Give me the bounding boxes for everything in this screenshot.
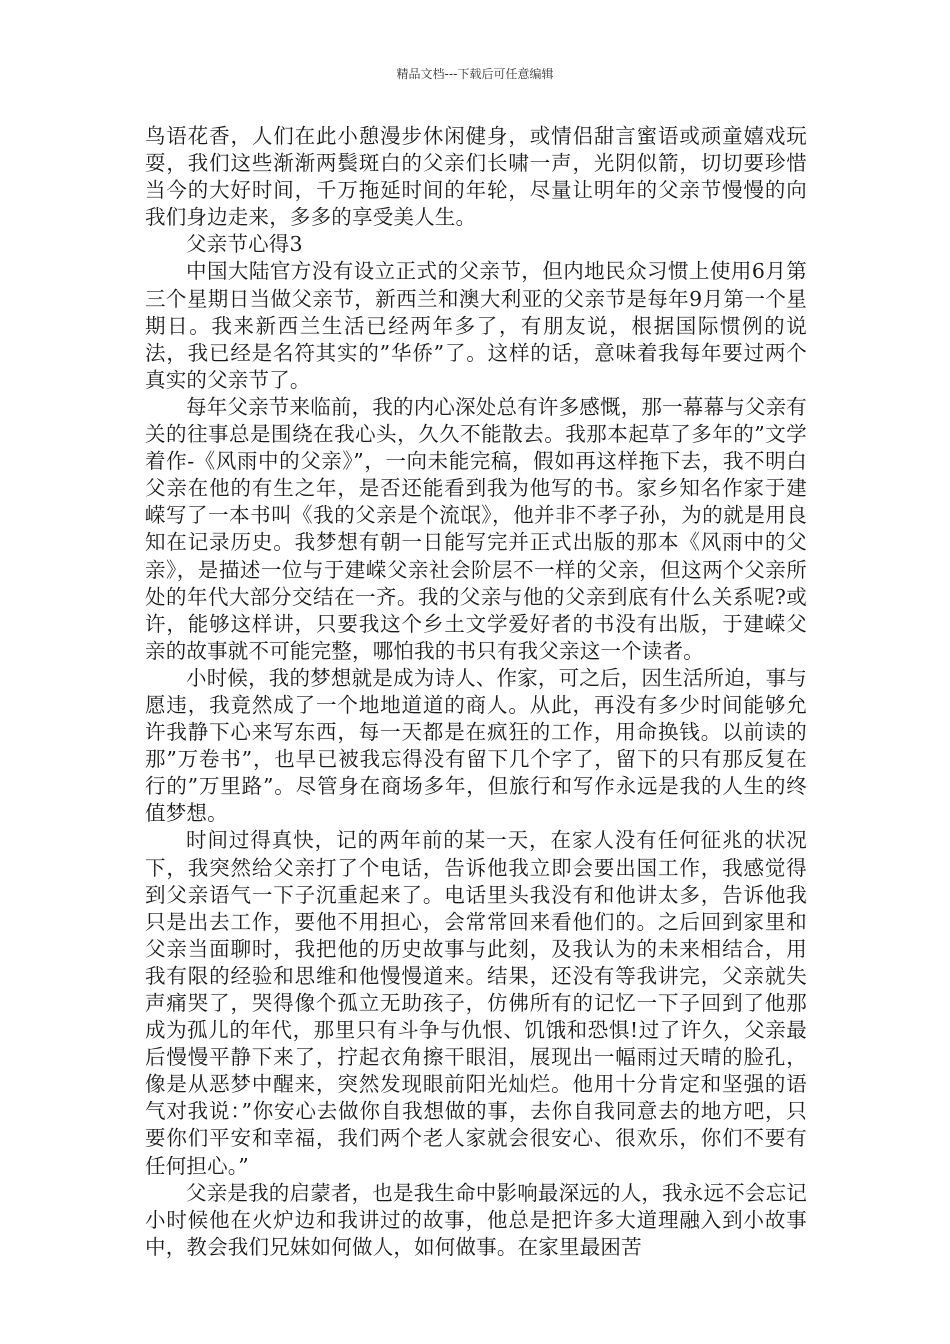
paragraph-continuation: 鸟语花香，人们在此小憩漫步休闲健身，或情侣甜言蜜语或顽童嬉戏玩耍，我们这些渐渐两鬓斑白的父亲们长啸一声，光阴似箭，切切要珍惜当今的大好时间，千万拖延时间的年轮，尽量让明年的父亲节慢慢的向我们身边走来，多多的享受美人生。 bbox=[145, 124, 807, 230]
document-body bbox=[145, 123, 807, 1261]
paragraph: 每年父亲节来临前，我的内心深处总有许多感慨，那一幕幕与父亲有关的往事总是围绕在我心头，久久不能散去。我那本起草了多年的”文学着作-《风雨中的父亲》”，一向未能完稿，假如再这样拖下去，我不明白父亲在他的有生之年，是否还能看到我为他写的书。家乡知名作家于建嵘写了一本书叫《我的父亲是个流氓》，他并非不孝子孙，为的就是用良知在记录历史。我梦想有朝一日能写完并正式出版的那本《风雨中的父亲》，是描述一位与于建嵘父亲社会阶层不一样的父亲，但这两个父亲所处的年代大部分交结在一齐。我的父亲与他的父亲到底有什么关系呢?或许，能够这样讲，只要我这个乡土文学爱好者的书没有出版，于建嵘父亲的故事就不可能完整，哪怕我的书只有我父亲这一个读者。 bbox=[145, 394, 807, 663]
paragraph: 父亲是我的启蒙者，也是我生命中影响最深远的人，我永远不会忘记小时候他在火炉边和我讲过的故事，他总是把许多大道理融入到小故事中，教会我们兄妹如何做人，如何做事。在家里最困苦 bbox=[145, 1180, 807, 1259]
paragraph: 中国大陆官方没有设立正式的父亲节，但内地民众习惯上使用6月第三个星期日当做父亲节，新西兰和澳大利亚的父亲节是每年9月第一个星期日。我来新西兰生活已经两年多了，有朋友说，根据国际惯例的说法，我已经是名符其实的”华侨”了。这样的话，意味着我每年要过两个真实的父亲节了。 bbox=[145, 259, 807, 392]
page-header: 精品文档---下载后可任意编辑 bbox=[396, 67, 554, 81]
section-heading: 父亲节心得3 bbox=[186, 232, 303, 257]
paragraph: 小时候，我的梦想就是成为诗人、作家，可之后，因生活所迫，事与愿违，我竟然成了一个地地道道的商人。从此，再没有多少时间能够允许我静下心来写东西，每一天都是在疯狂的工作，用命换钱。以前读的那”万卷书”，也早已被我忘得没有留下几个字了，留下的只有那反复在行的”万里路”。尽管身在商场多年，但旅行和写作永远是我的人生的终值梦想。 bbox=[145, 665, 807, 826]
paragraph: 时间过得真快，记的两年前的某一天，在家人没有任何征兆的状况下，我突然给父亲打了个电话，告诉他我立即会要出国工作，我感觉得到父亲语气一下子沉重起来了。电话里头我没有和他讲太多，告诉他我只是出去工作，要他不用担心，会常常回来看他们的。之后回到家里和父亲当面聊时，我把他的历史故事与此刻，及我认为的未来相结合，用我有限的经验和思维和他慢慢道来。结果，还没有等我讲完，父亲就失声痛哭了，哭得像个孤立无助孩子，仿佛所有的记忆一下子回到了他那成为孤儿的年代，那里只有斗争与仇恨、饥饿和恐惧!过了许久，父亲最后慢慢平静下来了，拧起衣角擦干眼泪，展现出一幅雨过天晴的脸孔，像是从恶梦中醒来，突然发现眼前阳光灿烂。他用十分肯定和坚强的语气对我说：”你安心去做你自我想做的事，去你自我同意去的地方吧，只要你们平安和幸福，我们两个老人家就会很安心、很欢乐，你们不要有任何担心。” bbox=[145, 828, 807, 1178]
